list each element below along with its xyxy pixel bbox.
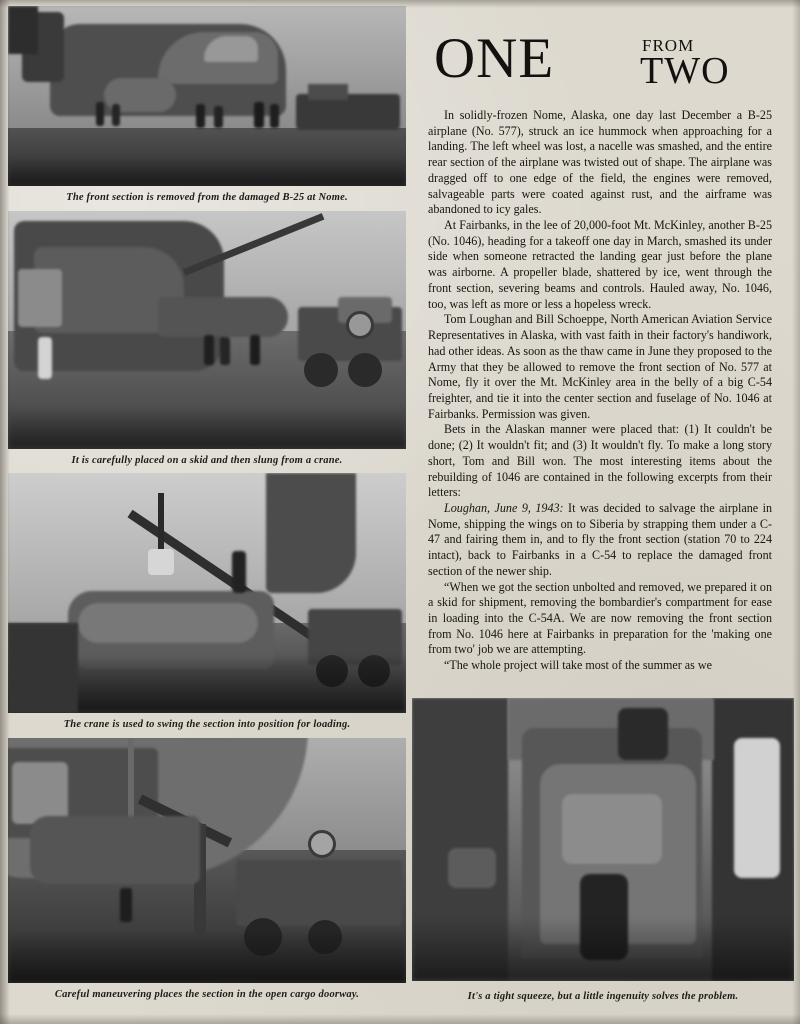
truck-insignia (346, 311, 374, 339)
headline-word-from: FROM (642, 36, 695, 55)
fuselage-highlight (78, 603, 258, 643)
page-edge-right (792, 0, 800, 1024)
photo-block-2 (8, 211, 406, 474)
truck-insignia (308, 830, 336, 858)
article-paragraph: Bets in the Alaskan manner were placed that: (1) It couldn't be done; (2) It wouldn't fit; and (3) It wouldn't fly. To make a long story short, Tom and Bill won. The most interesting items about the rebuilding of 1046 are contained in the following excerpts from their letters: (428, 422, 772, 500)
figure-top (618, 708, 668, 760)
figure (270, 104, 279, 128)
letter-excerpt-text: It was decided to salvage the airplane in Nome, shipping the wings on to Siberia by strapping them under a C-47 and fairing them in, and to fly the front section (station 70 to 224 intact), back to Fairbanks in a C-54 to replace the damaged front section of the newer ship. (428, 500, 772, 578)
article-paragraph: Tom Loughan and Bill Schoeppe, North American Aviation Service Representatives in Alaska, with vast faith in their factory's handiwork, had other ideas. As soon as the thaw came in June they proposed to the Army that they be allowed to remove the front section of No. 577 at Nome, fly it over the Mt. McKinley area in the belly of a big C-54 freighter, and tie it into the center section and fuselage of No. 1046 at Fairbanks. Permission was given. (428, 312, 772, 421)
photo-caption-4: Careful maneuvering places the section in the open cargo doorway. (54, 988, 360, 1000)
figure-on-section (232, 551, 246, 593)
truck-body (308, 609, 402, 665)
photo-block-1 (8, 6, 406, 211)
foreground-shadow (8, 934, 406, 983)
photo-block-4 (8, 738, 406, 1008)
truck-cab (308, 84, 348, 100)
foreground-shadow (8, 407, 406, 449)
figure (112, 104, 120, 126)
photo-placed-on-skid (8, 211, 406, 449)
photo-caption-3: The crane is used to swing the section into position for loading. (63, 719, 351, 731)
letter-excerpt-paragraph (428, 501, 772, 580)
figure (254, 102, 264, 128)
photo-column (8, 6, 406, 1018)
headline (428, 27, 772, 100)
foreground-shadow (412, 918, 794, 981)
figure-white-coat (38, 337, 52, 379)
figure (96, 102, 104, 126)
cockpit-glazing (204, 36, 258, 62)
page-edge-left (0, 0, 10, 1024)
letter-excerpt-byline: Loughan, June 9, 1943: (444, 500, 564, 515)
trailer-body (236, 860, 402, 926)
photo-cargo-doorway (8, 738, 406, 983)
photo-block-3 (8, 473, 406, 738)
figure (250, 335, 260, 365)
figure (214, 106, 223, 128)
article-paragraph: At Fairbanks, in the lee of 20,000-foot Mt. McKinley, another B-25 (No. 1046), heading for a takeoff one day in March, smashed its under side when someone retracted the landing gear just before the plane was airborne. A propeller blade, shattered by ice, went through the front section, severing beams and controls. Hauled away, No. 1046, too, was left as more or less a hopeless wreck. (428, 218, 772, 311)
page-edge-top (0, 0, 800, 8)
page-edge-bottom (0, 1014, 800, 1024)
article-column (428, 27, 772, 674)
photo-caption-5-wrap (412, 985, 794, 1010)
figure (220, 337, 230, 365)
crane-cable (158, 493, 164, 553)
article-body (428, 108, 772, 674)
quote-paragraph: “The whole project will take most of the summer as we (444, 658, 712, 673)
foreground-object (8, 623, 78, 713)
photo-caption-5: It's a tight squeeze, but a little ingenuity solves the problem. (467, 991, 739, 1002)
skid-load (158, 297, 288, 337)
photo-caption-1: The front section is removed from the damaged B-25 at Nome. (66, 192, 348, 203)
foreground-shadow (8, 156, 406, 186)
figure (196, 104, 205, 128)
truck-wheel (348, 353, 382, 387)
quote-paragraph: “When we got the section unbolted and removed, we prepared it on a skid for shipment, removing the bombardier's compartment for ease in loading into the C-54A. We are now removing the front section from No. 1046 here at Fairbanks in preparation for the 'making one from two' job we are attempting. (428, 579, 772, 657)
left-edge-structure (8, 6, 38, 54)
door-edge-highlight (12, 762, 68, 824)
article-paragraph: In solidly-frozen Nome, Alaska, one day last December a B-25 airplane (No. 577), struck an ice hummock when approaching for a landing. The left wheel was lost, a nacelle was smashed, and the entire rear section of the airplane was twisted out of shape. The airplane was dragged off to one edge of the field, the engines were removed, salvageable parts were coated against rust, and the airframe was abandoned to icy gales. (428, 108, 772, 217)
figure-right (734, 738, 780, 878)
photo-caption-2: It is carefully placed on a skid and then slung from a crane. (71, 454, 343, 466)
photo-front-section-removed (8, 6, 406, 186)
open-bay (18, 269, 62, 327)
aircraft-tail-fin (266, 473, 356, 593)
photo-crane-swing (8, 473, 406, 713)
crane-hook-block (148, 549, 174, 575)
section-highlight (562, 794, 662, 864)
truck-wheel (304, 353, 338, 387)
headline-word-one: ONE (434, 27, 555, 90)
figure (120, 888, 132, 922)
hold-fitting (448, 848, 496, 888)
front-section-load (30, 816, 200, 884)
headline-word-two: TWO (640, 50, 730, 92)
photo-tight-squeeze (412, 698, 794, 981)
figure (204, 335, 214, 365)
